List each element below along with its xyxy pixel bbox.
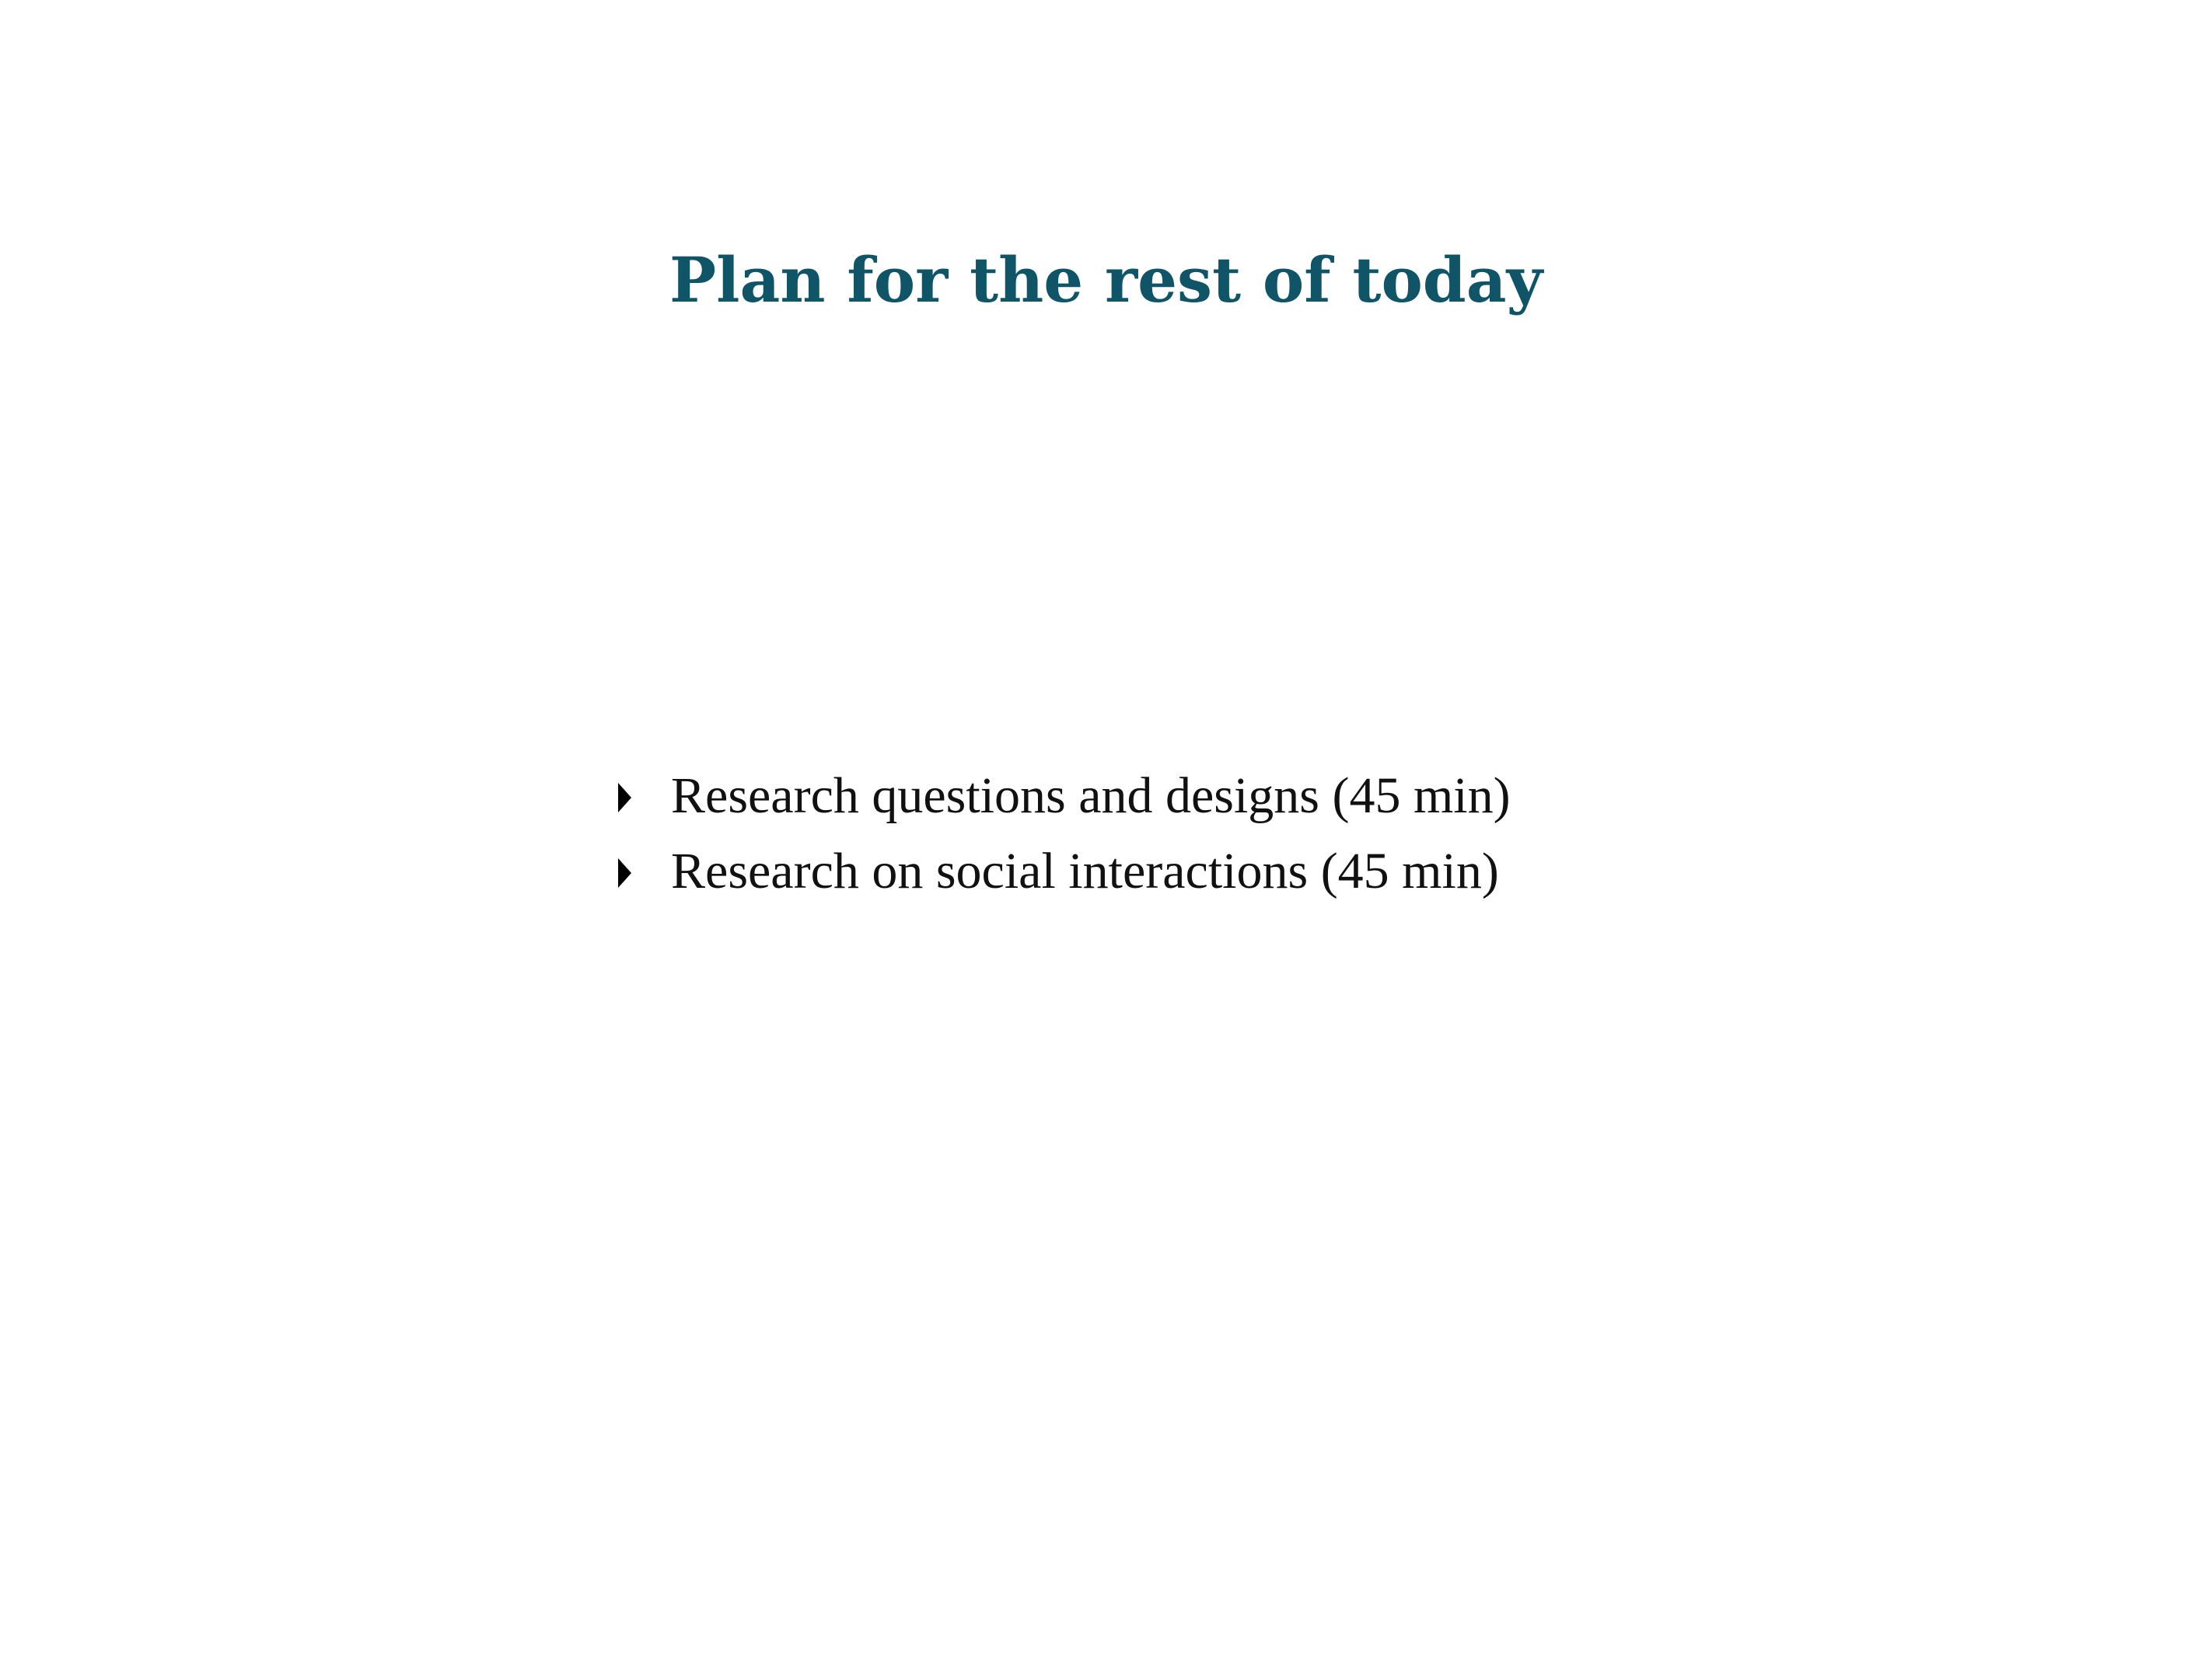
slide-title: Plan for the rest of today [669,243,1543,316]
bullet-text: Research on social interactions (45 min) [671,843,1499,899]
bullet-text: Research questions and designs (45 min) [671,767,1511,824]
bullet-item [614,758,1780,833]
bullet-list [614,758,1780,909]
bullet-item [614,833,1780,909]
triangle-right-icon [618,783,631,812]
triangle-right-icon [618,858,631,888]
